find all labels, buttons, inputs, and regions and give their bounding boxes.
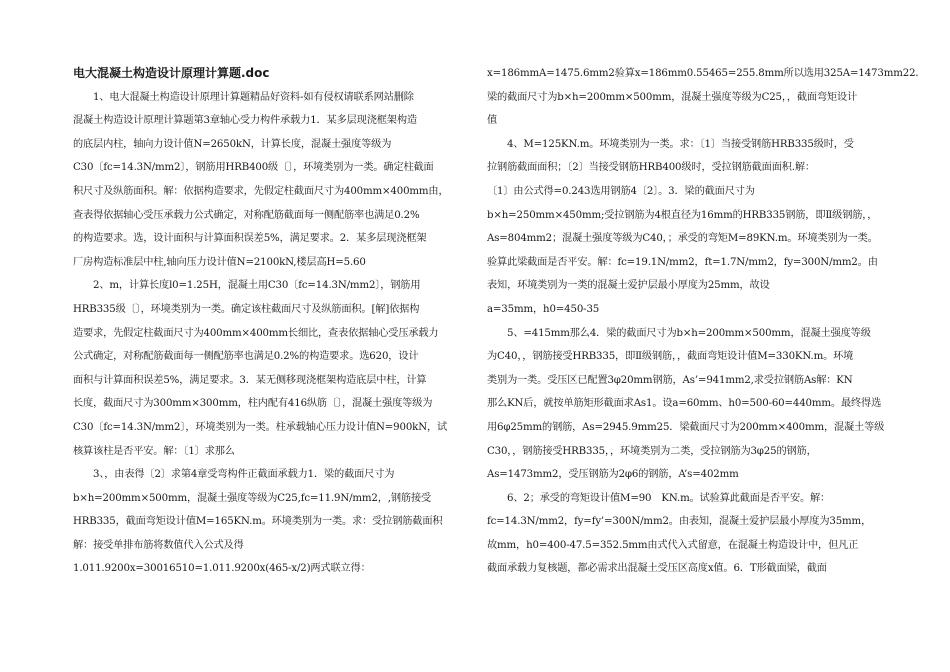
text-line: 面积与计算面积误差5%，满足要求。3．某无侧移现浇框架构造底层中柱，计算 (73, 374, 427, 386)
text-line: 故mm，h0=400-47.5=352.5mm由式代入式留意，在混凝土构造设计中，但凡正 (487, 539, 859, 551)
text-line: As=1473mm2，受压钢筋为2φ6的钢筋，A’s=402mm (487, 469, 739, 481)
text-line: C30〔fc=14.3N/mm2〕，钢筋用HRB400级〔〕，环境类别为一类。确定柱截面 (73, 162, 434, 174)
text-line: b×h=200mm×500mm，混凝土强度等级为C25,fc=11.9N/mm2，,钢筋接受 (73, 492, 432, 504)
text-line: 5、=415mm那么4．梁的截面尺寸为b×h=200mm×500mm，混凝土强度等级 (507, 327, 871, 339)
text-line: 类别为一类。受压区已配置3φ20mm钢筋，As’=941mm2,求受拉钢筋As解：KN (487, 374, 853, 386)
text-line: C30〔fc=14.3N/mm2〕，环境类别为一类。柱承载轴心压力设计值N=900kN，试 (73, 421, 448, 433)
text-line: 1、电大混凝土构造设计原理计算题精品好资料-如有侵权请联系网站删除 (93, 91, 414, 103)
text-line: x=186mmA=1475.6mm2验算x=186mm0.55465=255.8mm所以选用325A=1473mm22． (487, 68, 926, 79)
text-line: fc=14.3N/mm2，fy=fy’=300N/mm2。由表知，混凝土爱护层最小厚度为35mm， (487, 516, 872, 528)
paragraph-3 (73, 463, 463, 581)
text-line: 表知，环境类别为一类的混凝土爱护层最小厚度为25mm，故设 (487, 280, 770, 292)
text-line: 验算此梁截面是否平安。解：fc=19.1N/mm2，ft=1.7N/mm2，fy=300N/mm2。由 (487, 256, 878, 268)
text-line: 解：接受单排布筋将数值代入公式及得 (73, 539, 244, 551)
right-column (487, 62, 926, 581)
text-line: C30，，钢筋接受HRB335，，环境类别为二类，受拉钢筋为3φ25的钢筋， (487, 445, 817, 457)
text-line: 拉钢筋截面面积；〔2〕当接受钢筋HRB400级时，受拉钢筋截面面积.解： (487, 162, 815, 174)
text-line: 长度，截面尺寸为300mm×300mm，柱内配有416纵筋〔〕，混凝土强度等级为 (73, 398, 433, 410)
text-line: 4、M=125KN.m。环境类别为一类。求：〔1〕当接受钢筋HRB335级时，受 (507, 138, 854, 150)
text-line: 查表得依据轴心受压承载力公式确定，对称配筋截面每一侧配筋率也满足0.2% (73, 209, 420, 221)
text-line: 6、2；承受的弯矩设计值M=90 KN.m。试验算此截面是否平安。解： (507, 492, 831, 504)
left-column (73, 62, 463, 581)
text-line: 厂房构造标准层中柱,轴向压力设计值N=2100kN,楼层高H=5.60 (73, 256, 366, 268)
text-line: 核算该柱是否平安。解：〔1〕求那么 (73, 445, 235, 457)
text-line: HRB335，截面弯矩设计值M=165KN.m。环境类别为一类。求：受拉钢筋截面积 (73, 516, 443, 528)
text-line: As=804mm2；混凝土强度等级为C40，；承受的弯矩M=89KN.m。环境类别为一类。 (487, 233, 878, 245)
text-line: a=35mm，h0=450-35 (487, 303, 600, 315)
text-line: 为C40，，钢筋接受HRB335，即Ⅱ级钢筋，，截面弯矩设计值M=330KN.m。环境 (487, 351, 854, 363)
paragraph-1 (73, 86, 463, 275)
text-line: 用6φ25mm的钢筋，As=2945.9mm25．梁截面尺寸为200mm×400mm，混凝土等级 (487, 421, 885, 433)
text-line: 造要求，先假定柱截面尺寸为400mm×400mm长细比，查表依据轴心受压承载力 (73, 327, 439, 339)
paragraph-2 (73, 274, 463, 463)
paragraph-4 (487, 133, 877, 322)
text-line: 值 (487, 115, 498, 127)
text-line: 那么KN后，就按单筋矩形截面求As1。设a=60mm、h0=500-60=440mm。最终得选 (487, 398, 882, 410)
text-line: 截面承载力复核题，都必需求出混凝土受压区高度x值。6．T形截面梁，截面 (487, 563, 827, 575)
document-title: 电大混凝土构造设计原理计算题.doc (73, 66, 270, 80)
text-line: 〔1〕由公式得=0.243选用钢筋4〔2〕。3．梁的截面尺寸为 (487, 185, 755, 197)
text-line: 混凝土构造设计原理计算题第3章轴心受力构件承载力1．某多层现浇框架构造 (73, 115, 417, 127)
text-line: 梁的截面尺寸为b×h=200mm×500mm，混凝土强度等级为C25，，截面弯矩设计 (487, 91, 858, 103)
text-line: 2、m，计算长度l0=1.25H，混凝土用C30〔fc=14.3N/mm2〕，钢筋用 (93, 280, 421, 292)
paragraph-6 (487, 487, 877, 581)
paragraph-5 (487, 322, 885, 487)
text-line: 积尺寸及纵筋面积。解：依据构造要求，先假定柱截面尺寸为400mm×400mm由， (73, 185, 449, 197)
text-line: b×h=250mm×450mm;受拉钢筋为4根直径为16mm的HRB335钢筋，即Ⅱ级钢筋，， (487, 209, 878, 221)
text-line: 的构造要求。选，设计面积与计算面积误差5%，满足要求。2．某多层现浇框架 (73, 233, 427, 245)
text-line: HRB335级〔〕，环境类别为一类。确定该柱截面尺寸及纵筋面积。[解]依据构 (73, 303, 420, 315)
paragraph-3-continued (487, 62, 926, 133)
text-line: 的底层内柱，轴向力设计值N=2650kN，计算长度，混凝土强度等级为 (73, 138, 392, 150)
text-line: 3、，由表得〔2〕求第4章受弯构件正截面承载力1．梁的截面尺寸为 (93, 469, 395, 481)
text-line: 1.011.9200x=30016510=1.011.9200x(465-x/2)两式联立得： (73, 563, 371, 575)
text-line: 公式确定，对称配筋截面每一侧配筋率也满足0.2%的构造要求。选620，设计 (73, 351, 419, 363)
